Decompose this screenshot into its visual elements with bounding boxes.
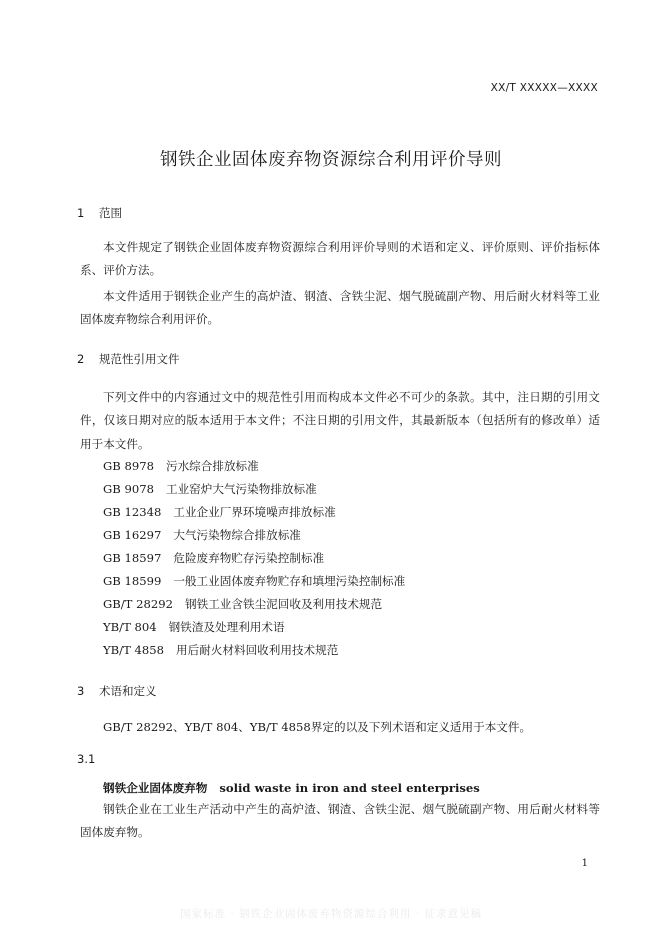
section-1-heading	[77, 205, 122, 221]
term-definition: 钢铁企业在工业生产活动中产生的高炉渣、钢渣、含铁尘泥、烟气脱硫副产物、用后耐火材料等固体废弃物。	[80, 802, 600, 840]
reference-code: YB/T 804	[103, 620, 157, 634]
reference-name: 工业企业厂界环境噪声排放标准	[173, 505, 336, 519]
reference-item	[103, 639, 338, 662]
subsection-number: 3.1	[77, 752, 96, 766]
reference-code: GB 16297	[103, 528, 162, 542]
reference-name: 污水综合排放标准	[165, 459, 259, 473]
section-3-heading	[77, 683, 157, 699]
reference-name: 工业窑炉大气污染物排放标准	[165, 482, 317, 496]
reference-code: GB 8978	[103, 459, 154, 473]
reference-code: GB 12348	[103, 505, 162, 519]
section-number: 2	[77, 352, 85, 366]
term-english: solid waste in iron and steel enterprises	[219, 781, 480, 795]
reference-code: GB 18599	[103, 574, 162, 588]
reference-name: 钢铁工业含铁尘泥回收及利用技术规范	[185, 597, 383, 611]
page-number: 1	[581, 858, 588, 869]
footer-watermark: 国家标准 · 钢铁企业固体废弃物资源综合利用 · 征求意见稿	[179, 908, 483, 920]
section-title: 规范性引用文件	[99, 352, 180, 366]
section-title: 范围	[99, 206, 122, 220]
section-2-heading	[77, 351, 180, 367]
reference-name: 一般工业固体废弃物贮存和填埋污染控制标准	[173, 574, 406, 588]
reference-code: GB 18597	[103, 551, 162, 565]
term-chinese: 钢铁企业固体废弃物	[103, 781, 208, 795]
paragraph: 本文件适用于钢铁企业产生的高炉渣、钢渣、含铁尘泥、烟气脱硫副产物、用后耐火材料等工业固体废弃物综合利用评价。	[80, 289, 600, 327]
paragraph: 下列文件中的内容通过文中的规范性引用而构成本文件必不可少的条款。其中，注日期的引用文件，仅该日期对应的版本适用于本文件；不注日期的引用文件，其最新版本（包括所有的修改单）适用于本文件。	[80, 390, 600, 451]
reference-name: 危险废弃物贮存污染控制标准	[173, 551, 325, 565]
document-title: 钢铁企业固体废弃物资源综合利用评价导则	[160, 150, 502, 170]
reference-item	[103, 524, 301, 547]
reference-name: 大气污染物综合排放标准	[173, 528, 301, 542]
section-number: 1	[77, 206, 85, 220]
reference-name: 钢铁渣及处理利用术语	[168, 620, 285, 634]
standard-number: XX/T XXXXX—XXXX	[490, 82, 598, 94]
reference-code: GB 9078	[103, 482, 154, 496]
reference-item	[103, 547, 324, 570]
reference-item	[103, 501, 336, 524]
paragraph: 本文件规定了钢铁企业固体废弃物资源综合利用评价导则的术语和定义、评价原则、评价指标体系、评价方法。	[80, 240, 600, 278]
section-number: 3	[77, 684, 85, 698]
reference-item	[103, 570, 405, 593]
section-title: 术语和定义	[99, 684, 157, 698]
reference-code: GB/T 28292	[103, 597, 173, 611]
reference-item	[103, 616, 285, 639]
reference-name: 用后耐火材料回收利用技术规范	[176, 643, 339, 657]
paragraph: GB/T 28292、YB/T 804、YB/T 4858界定的以及下列术语和定义适用于本文件。	[103, 720, 532, 734]
reference-item	[103, 593, 382, 616]
reference-item	[103, 478, 317, 501]
reference-code: YB/T 4858	[103, 643, 165, 657]
reference-item	[103, 455, 259, 478]
term-entry	[103, 780, 480, 796]
